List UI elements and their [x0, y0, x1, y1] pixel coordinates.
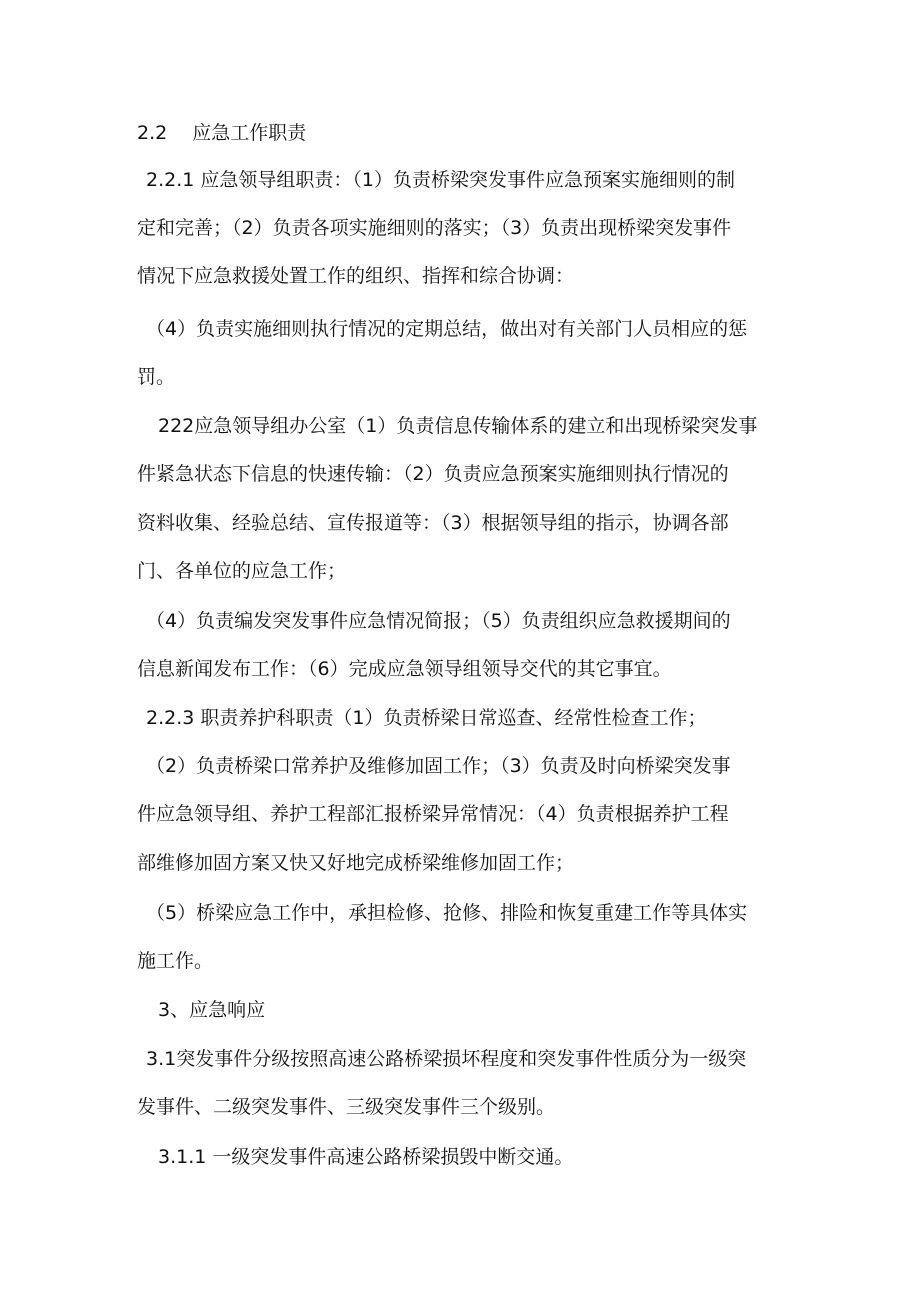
paragraph-line: 情况下应急救援处置工作的组织、指挥和综合协调： [137, 265, 575, 287]
section-heading: 2.2 应急工作职责 [137, 122, 307, 144]
paragraph-line: 发事件、二级突发事件、三级突发事件三个级别。 [137, 1096, 556, 1118]
paragraph-line: （5）桥梁应急工作中，承担检修、抢修、排险和恢复重建工作等具体实 [146, 902, 748, 924]
paragraph-line: 222应急领导组办公室（1）负责信息传输体系的建立和出现桥梁突发事 [158, 415, 758, 437]
paragraph-line: 部维修加固方案又快又好地完成桥梁维修加固工作； [137, 852, 575, 874]
paragraph-line: 罚。 [137, 366, 176, 388]
paragraph-line: 资料收集、经验总结、宣传报道等：（3）根据领导组的指示，协调各部 [137, 512, 729, 534]
paragraph-line: 信息新闻发布工作：（6）完成应急领导组领导交代的其它事宜。 [137, 658, 672, 680]
paragraph-line: 2.2.1 应急领导组职责：（1）负责桥梁突发事件应急预案实施细则的制 [146, 169, 735, 191]
paragraph-line: 件应急领导组、养护工程部汇报桥梁异常情况：（4）负责根据养护工程 [137, 803, 729, 825]
section-heading: 3、应急响应 [158, 999, 266, 1021]
paragraph-line: 2.2.3 职责养护科职责（1）负责桥梁日常巡查、经常性检查工作； [146, 707, 707, 729]
paragraph-line: （2）负责桥梁口常养护及维修加固工作；（3）负责及时向桥梁突发事 [146, 755, 731, 777]
paragraph-line: 3.1突发事件分级按照高速公路桥梁损坏程度和突发事件性质分为一级突 [146, 1048, 747, 1070]
paragraph-line: 门、各单位的应急工作； [137, 560, 347, 582]
paragraph-line: 3.1.1 一级突发事件高速公路桥梁损毁中断交通。 [158, 1146, 574, 1168]
paragraph-line: 定和完善；（2）负责各项实施细则的落实；（3）负责出现桥梁突发事件 [137, 217, 732, 239]
paragraph-line: （4）负责编发突发事件应急情况简报；（5）负责组织应急救援期间的 [146, 610, 731, 632]
paragraph-line: 件紧急状态下信息的快速传输：（2）负责应急预案实施细则执行情况的 [137, 463, 729, 485]
paragraph-line: （4）负责实施细则执行情况的定期总结，做出对有关部门人员相应的惩 [146, 318, 748, 340]
paragraph-line: 施工作。 [137, 950, 214, 972]
